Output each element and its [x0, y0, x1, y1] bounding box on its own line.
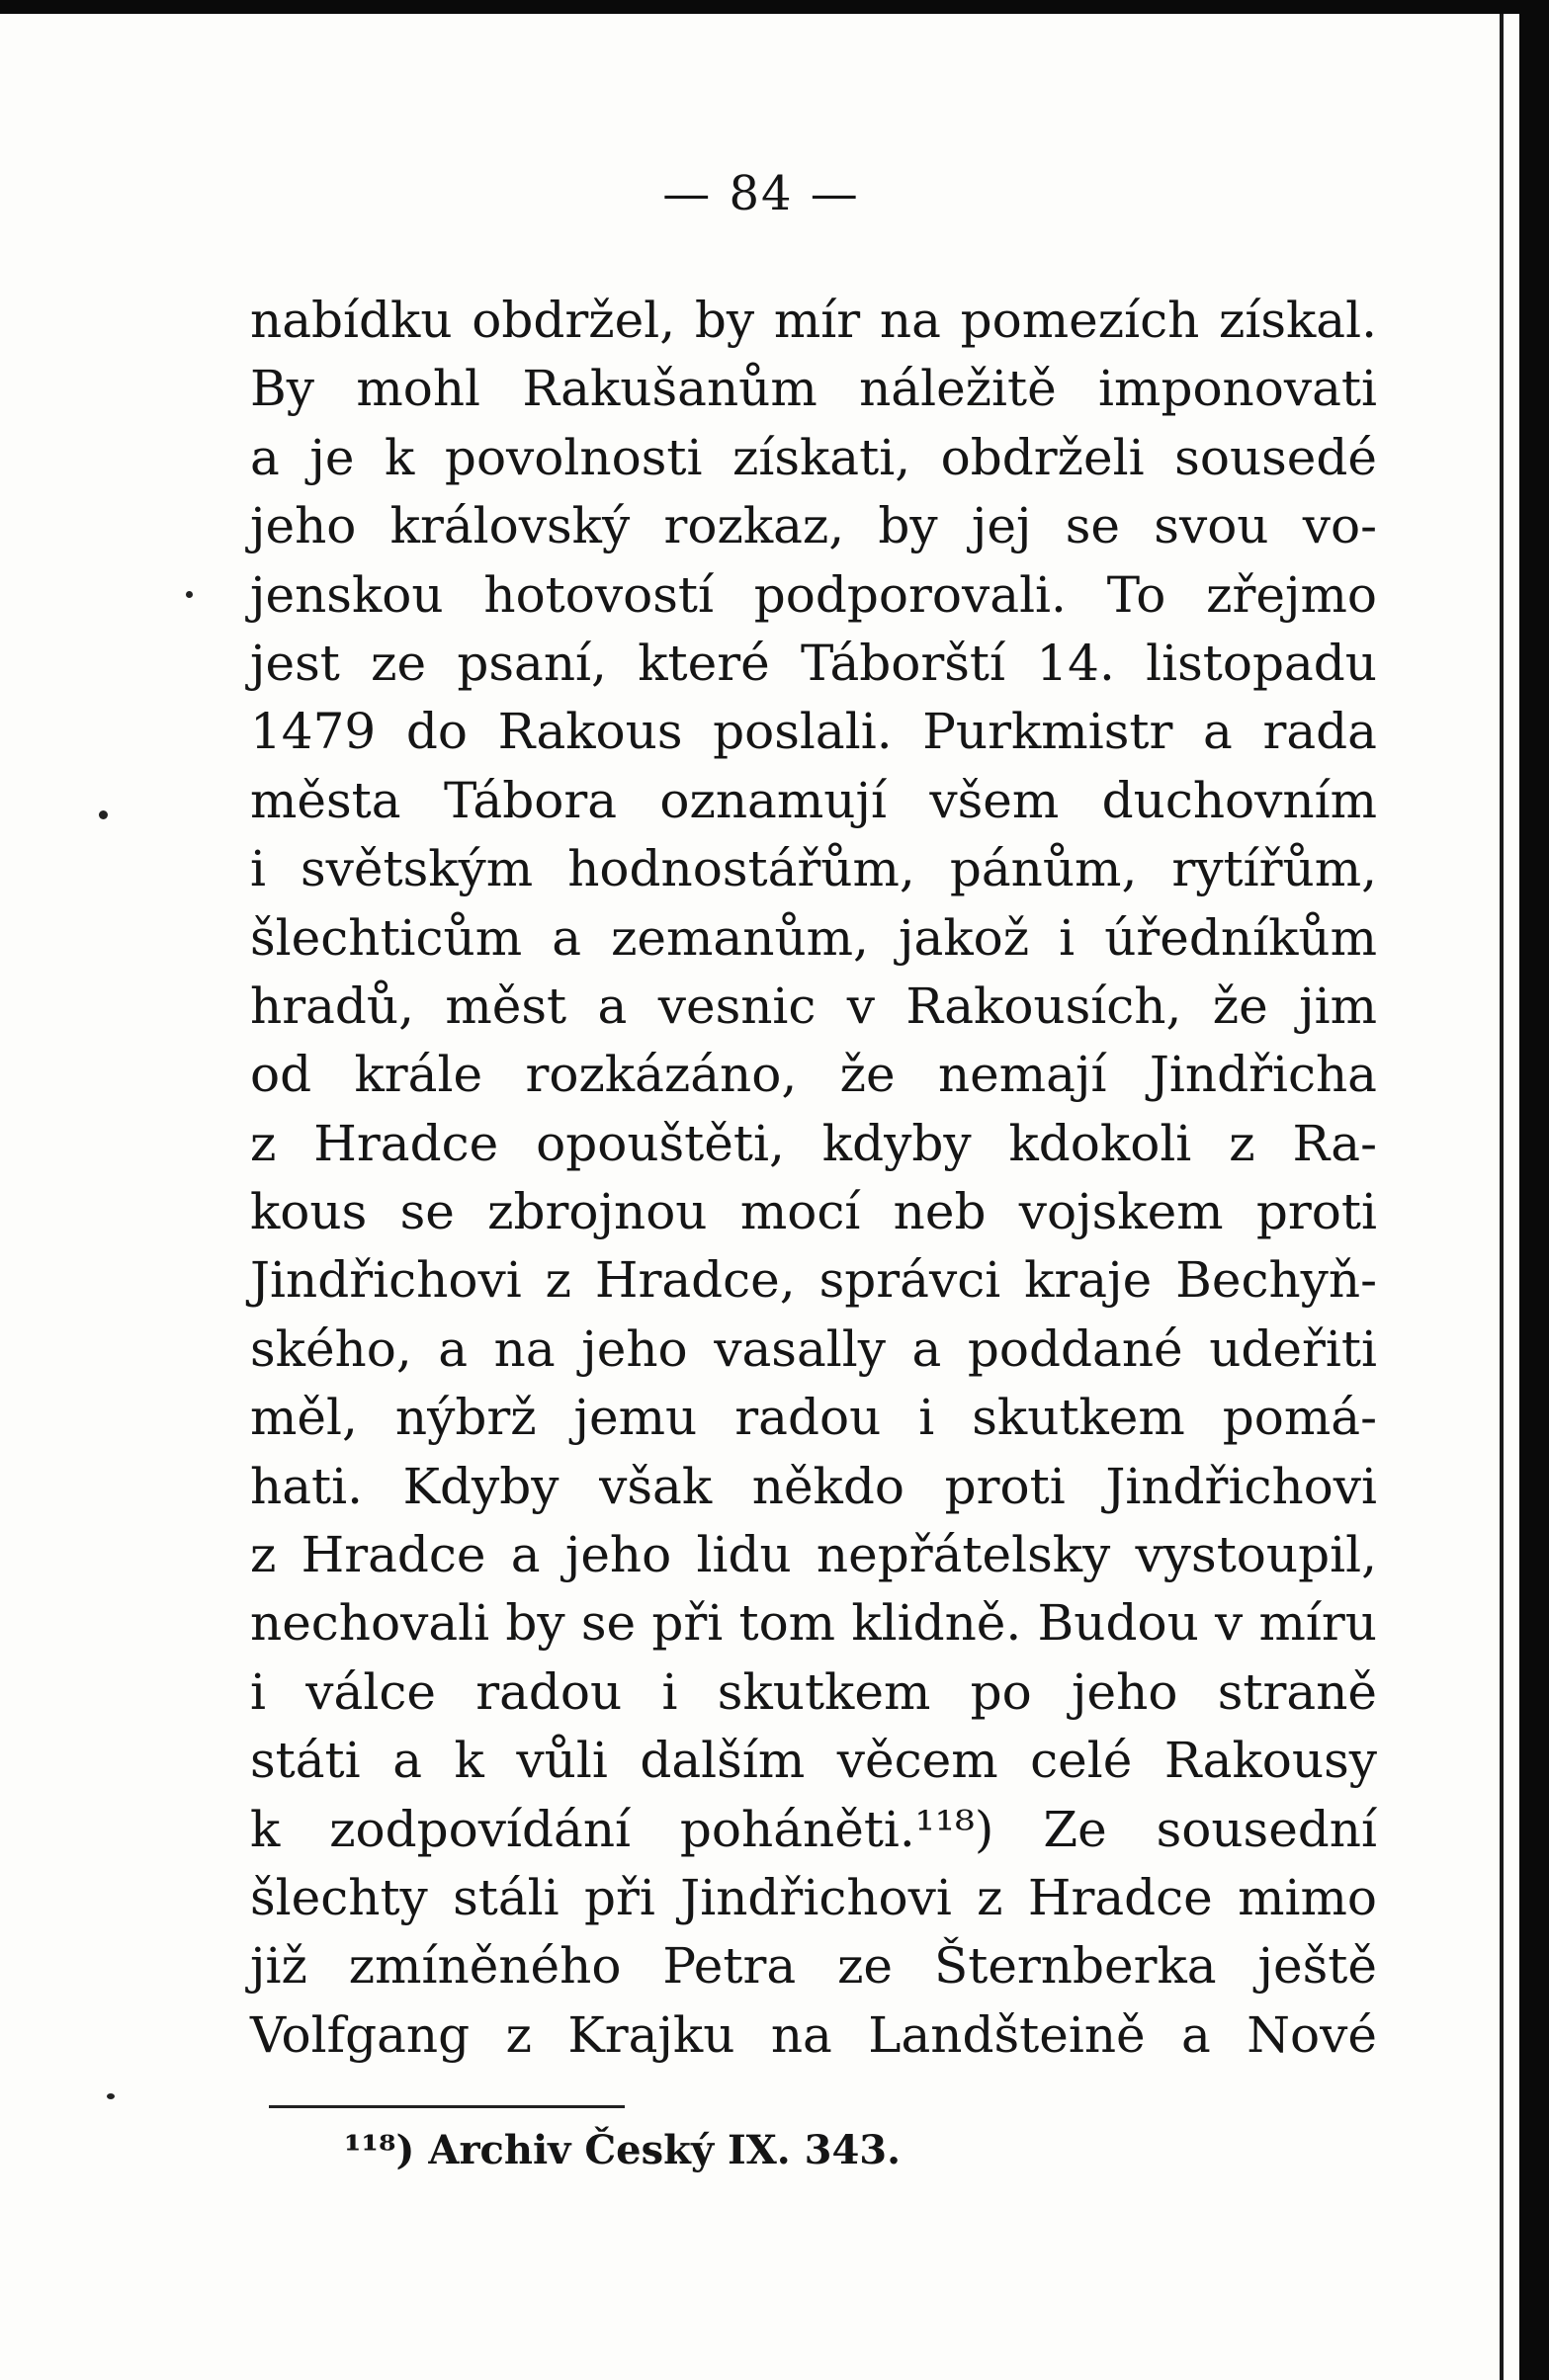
- scan-border-right-inner: [1500, 14, 1504, 2380]
- text-line: a je k povolnosti získati, obdrželi sousedé: [250, 428, 1377, 486]
- footnote-text: Archiv Český IX. 343.: [428, 2127, 902, 2173]
- text-line: již zmíněného Petra ze Šternberka ještě: [250, 1937, 1377, 1996]
- text-line: Volfgang z Krajku na Landšteině a Nové: [250, 2005, 1377, 2064]
- scan-speck: [107, 2093, 115, 2099]
- text-line: nabídku obdržel, by mír na pomezích získal.: [250, 292, 1377, 349]
- scan-speck: [186, 591, 193, 598]
- text-line: nechovali by se při tom klidně. Budou v míru: [250, 1594, 1377, 1653]
- text-line: jenskou hotovostí podporovali. To zřejmo: [250, 565, 1377, 624]
- page-number: — 84 —: [662, 166, 860, 221]
- text-line: jest ze psaní, které Táborští 14. listopadu: [250, 634, 1377, 692]
- text-line: jeho královský rozkaz, by jej se svou vo-: [250, 497, 1377, 555]
- text-line: By mohl Rakušanům náležitě imponovati: [250, 360, 1377, 418]
- text-line: šlechty stáli při Jindřichovi z Hradce mimo: [250, 1868, 1377, 1926]
- scan-border-top: [0, 0, 1549, 14]
- text-line: hati. Kdyby však někdo proti Jindřichovi: [250, 1457, 1377, 1515]
- footnote: [344, 2127, 901, 2173]
- text-line: kous se zbrojnou mocí neb vojskem proti: [250, 1183, 1377, 1241]
- text-line: Jindřichovi z Hradce, správci kraje Bechyň-: [250, 1251, 1377, 1310]
- scan-border-right: [1519, 0, 1549, 2380]
- text-line: města Tábora oznamují všem duchovním: [250, 771, 1377, 829]
- text-line: z Hradce a jeho lidu nepřátelsky vystoupil,: [250, 1526, 1377, 1584]
- text-line: k zodpovídání poháněti.¹¹⁸) Ze sousední: [250, 1800, 1377, 1858]
- scan-speck: [99, 810, 108, 819]
- text-line: od krále rozkázáno, že nemají Jindřicha: [250, 1046, 1377, 1104]
- body-text: [250, 287, 1377, 2070]
- text-line: i válce radou i skutkem po jeho straně: [250, 1662, 1377, 1721]
- text-line: z Hradce opouštěti, kdyby kdokoli z Ra-: [250, 1114, 1377, 1172]
- text-line: 1479 do Rakous poslali. Purkmistr a rada: [250, 703, 1377, 761]
- text-line: i světským hodnostářům, pánům, rytířům,: [250, 840, 1377, 898]
- text-line: šlechticům a zemanům, jakož i úředníkům: [250, 908, 1377, 967]
- footnote-marker: ¹¹⁸): [344, 2127, 415, 2173]
- text-line: státi a k vůli dalším věcem celé Rakousy: [250, 1732, 1377, 1790]
- text-line: hradů, měst a vesnic v Rakousích, že jim: [250, 977, 1377, 1035]
- text-line: ského, a na jeho vasally a poddané udeřiti: [250, 1319, 1377, 1378]
- footnote-divider: [269, 2105, 625, 2108]
- text-line: měl, nýbrž jemu radou i skutkem pomá-: [250, 1389, 1377, 1447]
